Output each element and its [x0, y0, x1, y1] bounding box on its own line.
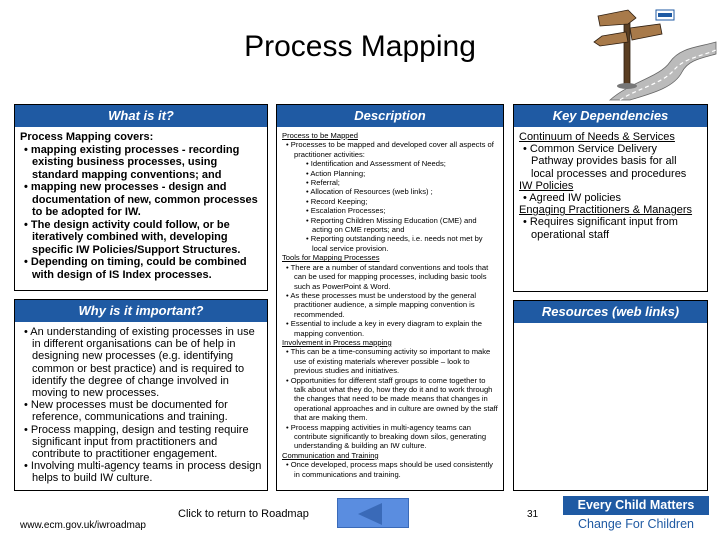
what-is-it-line: • The design activity could follow, or be iteratively combined with, developing specific IW Policies/Support Structures. [24, 218, 241, 256]
description-subitem: • Record Keeping; [306, 196, 368, 206]
what-is-it-body [15, 127, 267, 285]
what-is-it-line: • mapping new processes - design and documentation of new, common processes to be adopted for IW. [24, 181, 258, 218]
description-subitem: • Identification and Assessment of Needs; [306, 159, 446, 169]
arrow-left-icon [338, 499, 410, 529]
dependency-item: • Requires significant input from operational staff [523, 216, 678, 241]
why-important-line: • Process mapping, design and testing require significant input from practitioners and contribute to practitioner engagement. [24, 423, 249, 461]
page-number: 31 [527, 509, 539, 520]
what-is-it-heading: What is it? [15, 105, 267, 127]
description-item: • Process mapping activities in multi-agency teams can contribute significantly to breaking down silos, generating understanding & building an IW culture. [286, 422, 487, 451]
description-item: • This can be a time-consuming activity so important to make use of existing materials wherever possible – look to previous studies and initiatives. [286, 347, 491, 376]
description-subheading: Process to be Mapped [282, 131, 358, 140]
description-item: • Opportunities for different staff groups to come together to talk about what they do, how they do it and to work through the changes that need to be made means that changes in operational approaches and in culture are owned by the staff that are making them. [286, 375, 498, 423]
ecm-logo [563, 496, 709, 534]
key-dependencies-body [514, 127, 707, 245]
description-panel [276, 104, 504, 491]
description-item: • Essential to include a key in every diagram to explain the mapping convention. [286, 319, 482, 338]
dependency-item: • Common Service Delivery Pathway provides basis for all local processes and procedures [523, 143, 687, 180]
why-important-line: • Involving multi-agency teams in process design helps to build IW culture. [24, 460, 262, 485]
ecm-logo-bottom: Change For Children [563, 515, 709, 534]
description-heading: Description [277, 105, 503, 127]
description-subitem: • Escalation Processes; [306, 206, 386, 216]
description-subitem: • Reporting Children Missing Education (CME) and acting on CME reports; and [306, 215, 477, 235]
resources-panel [513, 300, 708, 491]
description-item: • There are a number of standard conventions and tools that can be used for mapping processes, including basic tools such as PowerPoint & Word. [286, 262, 489, 291]
description-subheading: Tools for Mapping Processes [282, 253, 380, 263]
description-subitem: • Referral; [306, 178, 340, 188]
description-item: • Once developed, process maps should be used consistently in communications and training. [286, 460, 493, 479]
what-is-it-panel [14, 104, 268, 291]
description-subitem: • Reporting outstanding needs, i.e. needs not met by local service provision. [306, 234, 483, 253]
roadmap-link-text[interactable]: Click to return to Roadmap [178, 508, 309, 520]
description-subheading: Communication and Training [282, 450, 379, 460]
description-subheading: Involvement in Process mapping [282, 337, 392, 347]
dependency-link[interactable]: Engaging Practitioners & Managers [519, 204, 693, 217]
dependency-item: • Agreed IW policies [523, 192, 622, 205]
why-important-panel [14, 299, 268, 491]
why-important-line: • New processes must be documented for reference, communications and training. [24, 399, 228, 424]
ecm-logo-top: Every Child Matters [563, 496, 709, 515]
what-is-it-line: Process Mapping covers: [20, 131, 154, 143]
key-dependencies-heading: Key Dependencies [514, 105, 707, 127]
why-important-heading: Why is it important? [15, 300, 267, 322]
description-subitem: • Allocation of Resources (web links) ; [306, 187, 433, 197]
resources-heading[interactable]: Resources (web links) [514, 301, 707, 323]
what-is-it-line: • Depending on timing, could be combined with design of IS Index processes. [24, 256, 247, 281]
what-is-it-line: • mapping existing processes - recording existing business processes, using standard mapping conventions; and [24, 143, 240, 181]
description-subitem: • Action Planning; [306, 168, 366, 178]
signpost-icon [590, 2, 718, 102]
why-important-body [15, 322, 267, 489]
dependency-link[interactable]: IW Policies [519, 179, 574, 192]
roadmap-button[interactable] [337, 498, 409, 528]
description-item: • As these processes must be understood by the general practitioner audience, a simple mapping convention is recommended. [286, 290, 477, 319]
why-important-line: • An understanding of existing processes in use in different organisations can be of help in designing new processes (e.g. identifying common or best practice) and is required to identify the degree of change involved in moving to new processes. [24, 326, 255, 400]
description-body [277, 127, 503, 483]
key-dependencies-panel [513, 104, 708, 292]
description-item: • Processes to be mapped and developed cover all aspects of practitioner activities: [286, 140, 494, 159]
dependency-link[interactable]: Continuum of Needs & Services [519, 131, 675, 143]
page-title: Process Mapping [244, 30, 476, 63]
footer-url[interactable]: www.ecm.gov.uk/iwroadmap [20, 520, 146, 531]
